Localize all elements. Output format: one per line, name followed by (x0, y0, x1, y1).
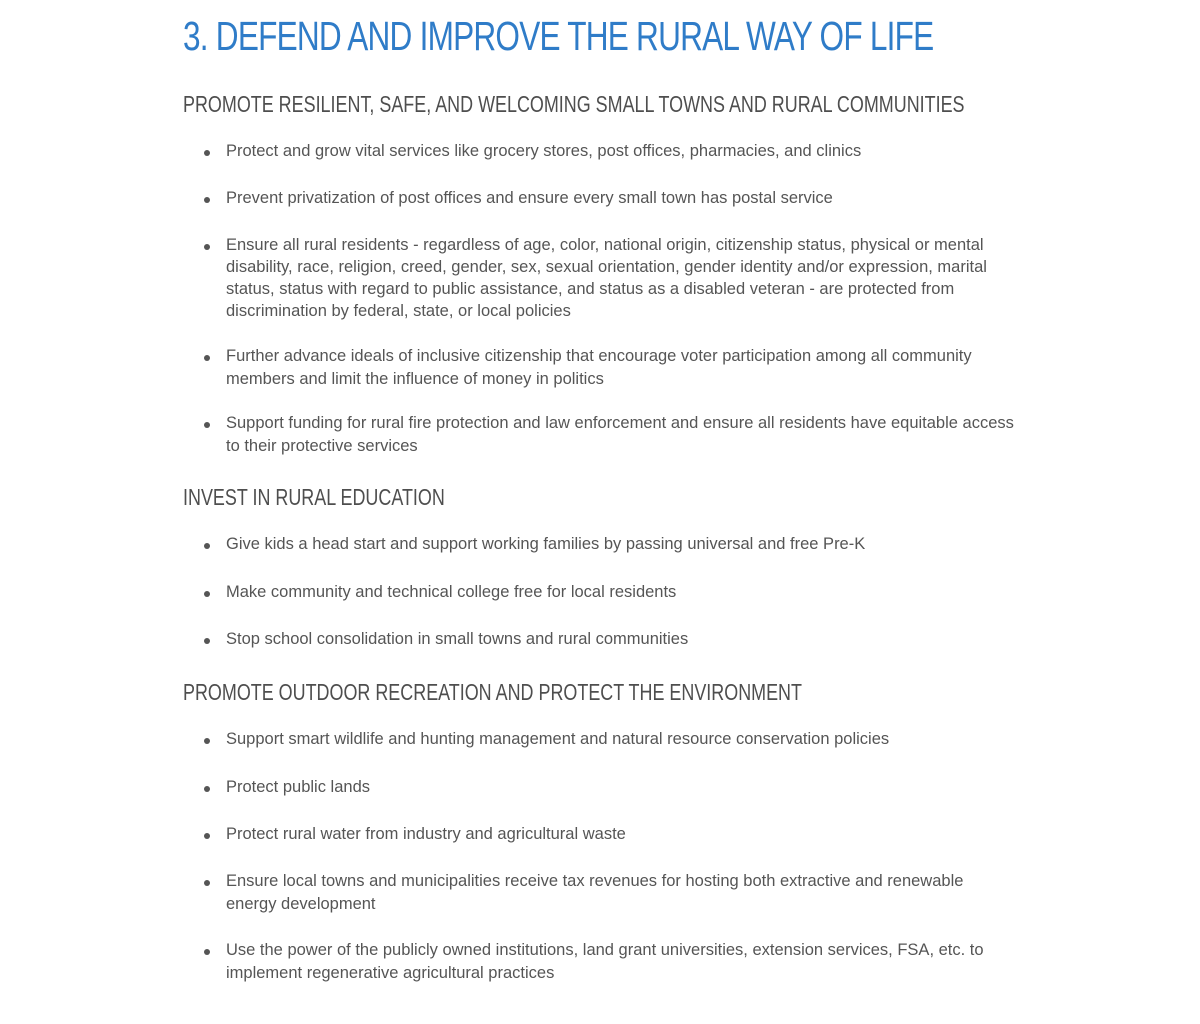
list-item-text: Stop school consolidation in small towns and rural communities (226, 630, 689, 648)
list-item (183, 870, 1013, 916)
list-item (183, 187, 1013, 210)
list-item-text: Protect and grow vital services like grocery stores, post offices, pharmacies, and clinics (226, 142, 862, 160)
list-item-text: Support smart wildlife and hunting management and natural resource conservation policies (226, 730, 890, 748)
list-item-text: Protect rural water from industry and agricultural waste (226, 825, 626, 843)
section-heading-environment: PROMOTE OUTDOOR RECREATION AND PROTECT THE ENVIRONMENT (183, 679, 802, 705)
section-heading-education: INVEST IN RURAL EDUCATION (183, 484, 445, 510)
bullet-icon (204, 150, 210, 156)
list-item-text: Support funding for rural fire protection and law enforcement and ensure all residents have equitable access to their protective services (226, 414, 1014, 455)
bullet-icon (204, 638, 210, 644)
bullet-icon (204, 591, 210, 597)
list-item-text: Use the power of the publicly owned institutions, land grant universities, extension services, FSA, etc. to implement regenerative agricultural practices (226, 941, 984, 982)
bullet-icon (204, 422, 210, 428)
bullet-icon (204, 738, 210, 744)
list-item-text: Prevent privatization of post offices and ensure every small town has postal service (226, 189, 833, 207)
page-title: 3. DEFEND AND IMPROVE THE RURAL WAY OF LIFE (183, 13, 934, 59)
bullet-icon (204, 833, 210, 839)
list-item-text: Ensure local towns and municipalities receive tax revenues for hosting both extractive and renewable energy development (226, 872, 964, 913)
list-item (183, 533, 1013, 556)
bullet-icon (204, 543, 210, 549)
list-item-text: Make community and technical college free for local residents (226, 583, 677, 601)
list-item (183, 581, 1013, 604)
list-item (183, 628, 1013, 651)
list-item (183, 776, 1013, 799)
bullet-icon (204, 786, 210, 792)
list-item (183, 728, 1013, 751)
bullet-icon (204, 197, 210, 203)
list-item-text: Protect public lands (226, 778, 370, 796)
bullet-icon (204, 355, 210, 361)
list-item (183, 345, 1013, 391)
list-item (183, 140, 1013, 163)
bullet-icon (204, 244, 210, 250)
bullet-icon (204, 880, 210, 886)
list-item (183, 939, 1013, 985)
section-heading-small-towns: PROMOTE RESILIENT, SAFE, AND WELCOMING SMALL TOWNS AND RURAL COMMUNITIES (183, 91, 965, 117)
list-item-text: Give kids a head start and support working families by passing universal and free Pre-K (226, 535, 866, 553)
list-item-text: Ensure all rural residents - regardless of age, color, national origin, citizenship status, physical or mental disability, race, religion, creed, gender, sex, sexual orientation, gender identity and/or expression, marital status, status with regard to public assistance, and status as a disabled veteran - are protected from discrimination by federal, state, or local policies (226, 236, 987, 320)
list-item (183, 823, 1013, 846)
list-item-text: Further advance ideals of inclusive citizenship that encourage voter participation among all community members and limit the influence of money in politics (226, 347, 972, 388)
list-item (183, 234, 1013, 322)
list-item (183, 412, 1013, 458)
bullet-icon (204, 949, 210, 955)
